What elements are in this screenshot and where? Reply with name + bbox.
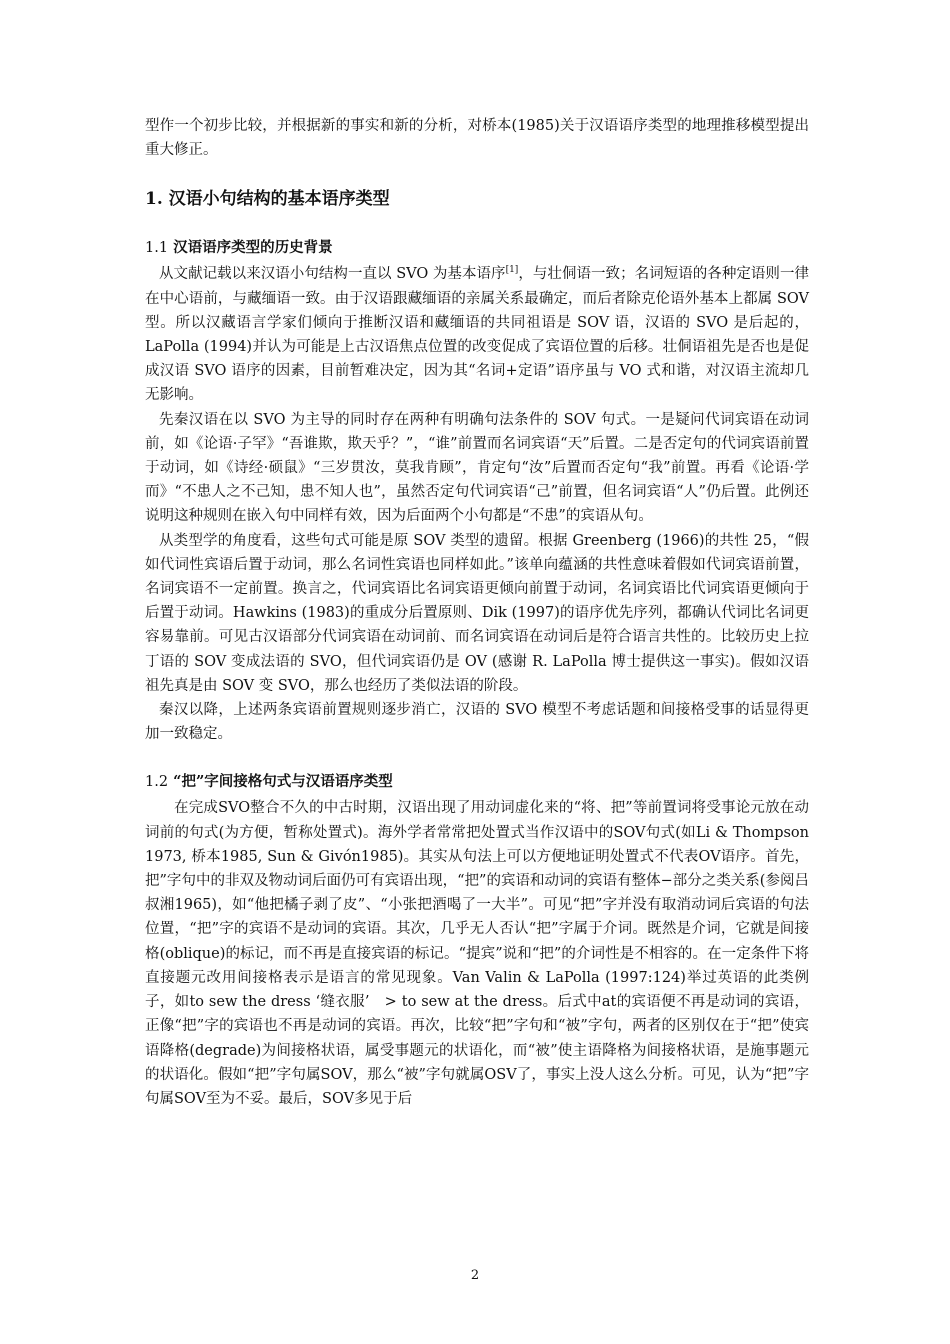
section-1-2-title: “把”字间接格句式与汉语语序类型 <box>173 773 393 791</box>
paragraph-text: ，与壮侗语一致；名词短语的各种定语则一律在中心语前，与藏缅语一致。由于汉语跟藏缅语的亲属关系最确定，而后者除克伦语外基本上都属 SOV 型。所以汉藏语言学家们倾向于推断汉语和藏缅语的共同祖语是 SOV 语，汉语的 SVO 是后起的，LaPolla (1994)并认为可能是上古汉语焦点位置的改变促成了宾语位置的后移。壮侗语祖先是否也是促成汉语 SVO 语序的因素，目前暂难决定，因为其“名词+定语”语序虽与 VO 式和谐，对汉语主流却几无影响。 <box>145 266 810 404</box>
section-1-1-paragraph-2: 先秦汉语在以 SVO 为主导的同时存在两种有明确句法条件的 SOV 句式。一是疑问代词宾语在动词前，如《论语·子罕》“吾谁欺，欺天乎？”，“谁”前置而名词宾语“天”后置。二是否定句的代词宾语前置于动词，如《诗经·硕鼠》“三岁贯汝，莫我肯顾”，肯定句“汝”后置而否定句“我”前置。再看《论语·学而》“不患人之不己知，患不知人也”，虽然否定句代词宾语“己”前置，但名词宾语“人”仍后置。此例还说明这种规则在嵌入句中同样有效，因为后面两个小句都是“不患”的宾语从句。 <box>145 411 809 525</box>
footnote-reference[interactable]: [1] <box>505 265 519 276</box>
document-page <box>145 114 809 1111</box>
section-1-2-heading <box>145 770 809 794</box>
section-1-1-paragraph-4: 秦汉以降，上述两条宾语前置规则逐步消亡，汉语的 SVO 模型不考虑话题和间接格受事的话显得更加一致稳定。 <box>145 702 809 743</box>
page-number: 2 <box>470 1268 480 1283</box>
section-1-1-number: 1.1 <box>145 240 169 257</box>
section-1-2-number: 1.2 <box>145 774 169 791</box>
section-1-1-paragraph-3: 从类型学的角度看，这些句式可能是原 SOV 类型的遗留。根据 Greenberg (1966)的共性 25，“假如代词性宾语后置于动词，那么名词性宾语也同样如此。”该单向蕴涵的共性意味着假如代词宾语前置，名词宾语不一定前置。换言之，代词宾语比名词宾语更倾向前置于动词，名词宾语比代词宾语更倾向于后置于动词。Hawkins (1983)的重成分后置原则、Dik (1997)的语序优先序列，都确认代词比名词更容易靠前。可见古汉语部分代词宾语在动词前、而名词宾语在动词后是符合语言共性的。比较历史上拉丁语的 SOV 变成法语的 SVO，但代词宾语仍是 OV (感谢 R. LaPolla 博士提供这一事实)。假如汉语祖先真是由 SOV 变 SVO，那么也经历了类似法语的阶段。 <box>145 532 809 694</box>
intro-paragraph: 型作一个初步比较，并根据新的事实和新的分析，对桥本(1985)关于汉语语序类型的地理推移模型提出重大修正。 <box>145 118 809 159</box>
section-1-1-paragraph-1 <box>145 262 809 407</box>
section-1-heading: 1. 汉语小句结构的基本语序类型 <box>145 189 390 210</box>
section-1-1-heading <box>145 236 809 260</box>
section-1-2-paragraph-1: 在完成SVO整合不久的中古时期，汉语出现了用动词虚化来的“将、把”等前置词将受事论元放在动词前的句式(为方便，暂称处置式)。海外学者常常把处置式当作汉语中的SOV句式(如Li & Thompson 1973, 桥本1985, Sun & Givón1985)。其实从句法上可以方便地证明处置式不代表OV语序。首先，把”字句中的非双及物动词后面仍可有宾语出现，“把”的宾语和动词的宾语有整体−部分之类关系(参阅吕叔湘1965)，如“他把橘子剥了皮”、“小张把酒喝了一大半”。可见“把”字并没有取消动词后宾语的句法位置，“把”字的宾语不是动词的宾语。其次，几乎无人否认“把”字属于介词。既然是介词，它就是间接格(oblique)的标记，而不再是直接宾语的标记。“提宾”说和“把”的介词性是不相容的。在一定条件下将直接题元改用间接格表示是语言的常见现象。Van Valin & LaPolla (1997:124)举过英语的此类例子，如to sew the dress ‘缝衣服’ > to sew at the dress。后式中at的宾语便不再是动词的宾语，正像“把”字的宾语也不再是动词的宾语。再次，比较“把”字句和“被”字句，两者的区别仅在于“把”使宾语降格(degrade)为间接格状语，属受事题元的状语化，而“被”使主语降格为间接格状语，是施事题元的状语化。假如“把”字句属SOV，那么“被”字句就属OSV了，事实上没人这么分析。可见，认为“把”字句属SOV至为不妥。最后，SOV多见于后 <box>145 800 809 1107</box>
paragraph-text: 从文献记载以来汉语小句结构一直以 SVO 为基本语序 <box>159 266 506 283</box>
section-1-1-title: 汉语语序类型的历史背景 <box>173 239 333 257</box>
